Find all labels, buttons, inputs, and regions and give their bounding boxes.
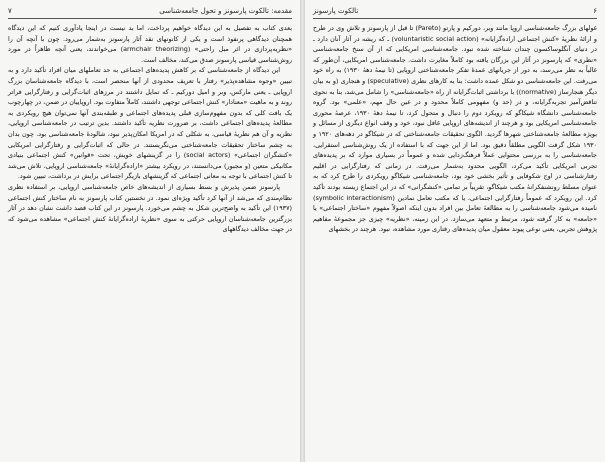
left-page-running-title: مقدمه: تالکوت پارسونز و تحول جامعه‌شناسی — [159, 7, 292, 15]
left-page — [0, 0, 300, 462]
left-paragraph-1: بعدی کتاب به تفصیل به این دیدگاه خواهیم پرداخت، اما بد نیست در اینجا یادآوری کنیم که این دیدگاه همچنان دیدگاهی پرنفوذ است و یکی از کانونهای نقد آثار پارسونز به‌شمار می‌رود. چون با آنچه آن را «نظریه‌پردازی در اثر مبل راحتی» (armchair theorizing) می‌خواندند، یعنی آنچه ظاهراً در مورد روش‌شناسی قیاسی پارسونز صدق می‌کند، مخالف است. — [8, 24, 293, 64]
left-paragraph-3: پارسونز ضمن پذیرش و بسط بسیاری از اندیشه‌های خاص جامعه‌شناسی اروپایی، بر استفاده نظری نظام‌مندی که می‌شد از آنها کرد تأکید ویژه‌ای نمود. در نخستین کتاب پارسونز به نام ساختار کنش اجتماعی (۱۹۳۷) این تأکید به واضح‌ترین شکل به چشم می‌خورد. پارسونز در این کتاب قصد داشت نشان دهد در آثار بزرگترین جامعه‌شناسان اروپایی حرکتی به سوی «نظریهٔ اراده‌گرایانهٔ کنش اجتماعی» مشاهده می‌شود که در جهت مخالف دیدگاههای — [8, 182, 292, 234]
right-page-running-title: تالکوت پارسونز — [313, 7, 359, 15]
right-page-header — [313, 6, 597, 19]
left-page-header — [8, 6, 292, 19]
left-page-number: ۷ — [8, 7, 12, 15]
right-page — [305, 0, 605, 462]
right-page-number: ۶ — [593, 7, 597, 15]
right-paragraph-1: غولهای بزرگ جامعه‌شناسی اروپا مانند وبر، دورکیم و پارتو (Pareto) تا قبل از پارسونز و تلاش وی در طرح و ارائهٔ نظریهٔ «کنش اجتماعی اراده‌گرایانه» (voluntaristic social action) ـ که ریشه در آثار آنان دارد ـ در دنیای آنگلوساکسون چندان شناخته شده نبود. جامعه‌شناسی امریکایی که از آن سنخ جامعه‌شناسی «نظری» که پارسونز در آثار این بزرگان یافته بود کاملاً مغایرت داشت. جامعه‌شناسی امریکایی، آن‌طور که غالباً به نظر می‌رسد، به دور از جریانهای عمدهٔ تفکر جامعه‌شناختی اروپایی (تا نیمهٔ دههٔ ۱۹۳۰) به راه خود می‌رفت. این جامعه‌شناسی دو شکل عمده داشت: بنا به کارهای نظری (speculative) و هنجاری (و به بیان دیگر هنجارساز (normative)) با برداشتی اثبات‌گرایانه از راه «جامعه‌شناسی» را شامل می‌شد، بنا به نحوی تناقض‌آمیز تجربه‌گرایانه، و در (حد و) مفهومی کاملاً محدود و در عین حال مهم، «علمی» بود. گروه جامعه‌شناسی دانشگاه شیکاگو که رویکرد دوم را دنبال و متحول کرد، تا نیمهٔ دههٔ ۱۹۳۰، عرصهٔ محوری جامعه‌شناسی امریکایی بود و هرچند از اندیشه‌های اروپایی غافل نبود، خود و وقف انواع دیگری از مسائل و بویژه مطالعهٔ جامعه‌شناختی شهرها گردید. الگوی تحقیقات جامعه‌شناختی که در شیکاگو در دهه‌های ۱۹۲۰ و ۱۹۳۰ شکل گرفت الگویی مطلقاً دقیق بود. اما از این جهت که با استفاده از یک روش‌شناسی استقرایی، جامعه‌شناسی را به بررسی محتوایی عملاً فرهنگ‌زدایی شده و عموماً در بسیاری موارد که بر پدیده‌های تجربی امریکایی تأکید می‌کرد، الگویی محدود به‌شمار می‌رفت. در زمانی که رفتارگرایی در اقلیم رفتارشناسی در اوج شکوفایی و تأثیر بخشی خود بود، جامعه‌شناسی شیکاگو رویکردی را طرح کرد که به عنوان مسلط رونشنفکرانهٔ مکتب شیکاگو، تقریباً بر تمامی «کنشگرانی» که در این اجتماع زیسته بودند تأکید کرد. این رویکرد که عموماً رفتارگرایی اجتماعی، یا که مکتب تعامل نمادین (symbolic interactionism) نامیده می‌شود جامعه‌شناسی را به مطالعهٔ تعامل بین افراد بدون اینکه اصولاً مفهوم «ساختار اجتماعی» یا «جامعه» به کار گرفته شود، مرتبط و متعهد می‌سازد. در این زمینه، «نظریه» چیزی جز مجموعهٔ مفاهیم پژوهش تجربی، یعنی نوعی پیوند معقول میان پدیده‌های رفتاری مورد مشاهده، نبود. هرچند در بخشهای — [313, 24, 597, 234]
left-paragraph-2: این دیدگاه از جامعه‌شناسی که بر کاهش پدیده‌های اجتماعی به حد تعاملهای میان افراد تأکید دارد و به تبیین «وجوه مشاهده‌پذیر» رفتار با تعریف محدودی از آنها منحصر است، با دیدگاه جامعه‌شناسان بزرگ اروپایی ـ یعنی مارکس، وبر و امیل دورکیم ـ که تمایل داشتند در مرزهای اثبات‌گرایی و رفتارگرایی فراتر روند و به ماهیت «معنادار» کنش اجتماعی توجهی داشتند، کاملاً متفاوت بود. اروپاییان در ضمن، در چهارچوب یک بافت کلی که بدون مفهوم‌سازی قبلی پدیده‌های اجتماعی و طبقه‌بندی آنها نمی‌توان هیچ رویکردی به مطالعهٔ پدیده‌های اجتماعی داشت، بر ضرورت نظریه تأکید داشتند. بدین ترتیب در جامعه‌شناسی اروپایی، نظریه و آن هم نظریهٔ قیاسی، به شکلی که در امریکا امکان‌پذیر نبود، شالودهٔ جامعه‌شناسی بود. چون بدان به چشم ساختار تحقیقات جامعه‌شناختی می‌نگریستند. در حالی که اثبات‌گرایی و رفتارگرایی امریکایی «کنشگران اجتماعی» (social actors) را در گزینشهای خویش، تحت «قوانین» کنش اجتماعی بنیادی مکانیکی متعین (و مجبور) می‌دانستند، در رویکرد بیشتر «اراده‌گرایانهٔ» جامعه‌شناسی اروپایی، تلاش می‌شد تا کنش اجتماعی با توجه به معانی اجتماعی که گزینشهای بازیگر اجتماعی برایش در برداشت، تبیین شود. — [7, 66, 292, 181]
